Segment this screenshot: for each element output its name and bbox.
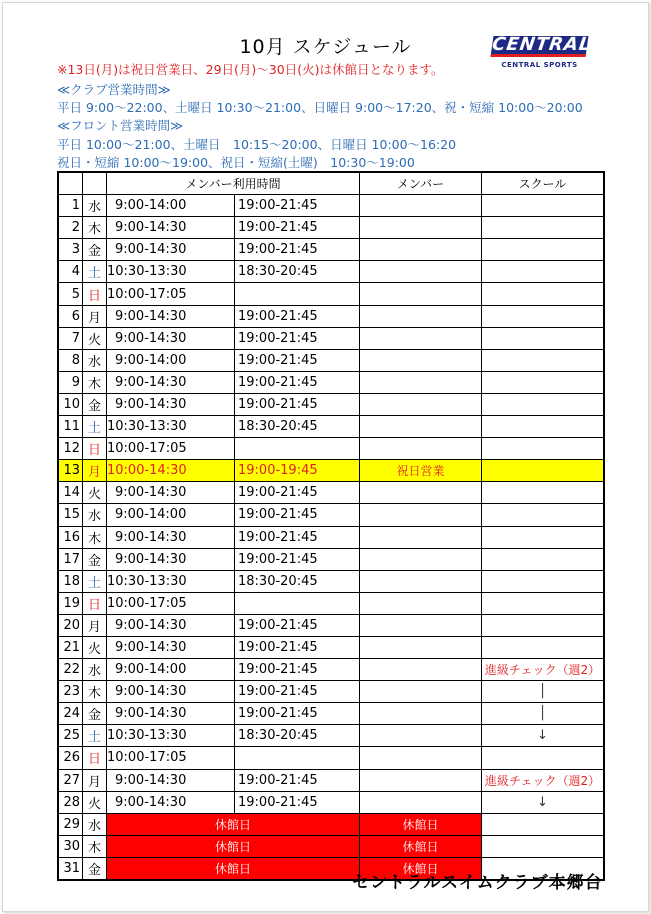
time-slot-1: 10:30-13:30 <box>107 261 235 283</box>
club-hours: 平日 9:00～22:00、土曜日 10:30～21:00、日曜日 9:00～17:20、祝・短縮 10:00～20:00 <box>57 100 583 115</box>
table-row <box>58 592 604 614</box>
school-cell <box>482 482 605 504</box>
notice-text: ※13日(月)は祝日営業日、29日(月)～30日(火)は休館日となります。 <box>57 62 444 77</box>
time-slot-1: 9:00-14:30 <box>107 393 235 415</box>
weekday-cell: 水 <box>83 349 107 371</box>
time-slot-2: 19:00-21:45 <box>235 548 360 570</box>
weekday-cell: 日 <box>83 438 107 460</box>
school-cell: │ <box>482 703 605 725</box>
day-cell: 5 <box>58 283 83 305</box>
header-day <box>58 172 83 195</box>
closed-label: 休館日 <box>107 835 360 857</box>
time-slot-1: 9:00-14:30 <box>107 482 235 504</box>
school-cell <box>482 548 605 570</box>
time-slot-1: 9:00-14:30 <box>107 791 235 813</box>
member-cell <box>360 195 482 217</box>
member-cell <box>360 747 482 769</box>
time-slot-2: 19:00-21:45 <box>235 791 360 813</box>
weekday-cell: 金 <box>83 393 107 415</box>
day-cell: 10 <box>58 393 83 415</box>
weekday-cell: 木 <box>83 371 107 393</box>
time-slot-1: 10:30-13:30 <box>107 570 235 592</box>
member-cell <box>360 725 482 747</box>
member-closed-label: 休館日 <box>360 857 482 880</box>
day-cell: 24 <box>58 703 83 725</box>
time-slot-1: 9:00-14:30 <box>107 371 235 393</box>
time-slot-2: 19:00-21:45 <box>235 504 360 526</box>
day-cell: 30 <box>58 835 83 857</box>
member-cell: 祝日営業 <box>360 460 482 482</box>
front-hours-line-2: 祝日・短縮 10:00～19:00、祝日・短縮(土曜) 10:30～19:00 <box>57 155 415 170</box>
weekday-cell: 木 <box>83 681 107 703</box>
schedule-table <box>57 171 605 881</box>
time-slot-1: 9:00-14:30 <box>107 614 235 636</box>
table-row <box>58 548 604 570</box>
school-cell <box>482 239 605 261</box>
member-cell <box>360 526 482 548</box>
day-cell: 27 <box>58 769 83 791</box>
member-cell <box>360 482 482 504</box>
time-slot-2: 19:00-21:45 <box>235 681 360 703</box>
member-cell <box>360 393 482 415</box>
member-cell <box>360 305 482 327</box>
member-cell <box>360 371 482 393</box>
member-cell <box>360 636 482 658</box>
member-closed-label: 休館日 <box>360 835 482 857</box>
member-cell <box>360 614 482 636</box>
table-row <box>58 327 604 349</box>
weekday-cell: 木 <box>83 526 107 548</box>
member-cell <box>360 239 482 261</box>
day-cell: 23 <box>58 681 83 703</box>
weekday-cell: 月 <box>83 460 107 482</box>
day-cell: 4 <box>58 261 83 283</box>
table-row <box>58 659 604 681</box>
table-row <box>58 261 604 283</box>
time-slot-2: 19:00-21:45 <box>235 482 360 504</box>
day-cell: 11 <box>58 416 83 438</box>
day-cell: 8 <box>58 349 83 371</box>
page-title: 10月 スケジュール <box>239 36 412 58</box>
member-cell <box>360 438 482 460</box>
time-slot-1: 10:30-13:30 <box>107 416 235 438</box>
weekday-cell: 水 <box>83 659 107 681</box>
weekday-cell: 金 <box>83 239 107 261</box>
day-cell: 2 <box>58 217 83 239</box>
time-slot-2 <box>235 283 360 305</box>
member-cell <box>360 769 482 791</box>
table-row <box>58 570 604 592</box>
school-cell <box>482 460 605 482</box>
school-cell <box>482 526 605 548</box>
closed-label: 休館日 <box>107 857 360 880</box>
weekday-cell: 火 <box>83 327 107 349</box>
time-slot-1: 9:00-14:30 <box>107 681 235 703</box>
central-logo <box>490 34 593 69</box>
weekday-cell: 土 <box>83 416 107 438</box>
table-row <box>58 195 604 217</box>
table-row <box>58 769 604 791</box>
member-cell <box>360 327 482 349</box>
logo-main-text: CENTRAL <box>490 34 593 55</box>
school-cell <box>482 813 605 835</box>
weekday-cell: 金 <box>83 857 107 880</box>
table-row-closed <box>58 813 604 835</box>
school-cell <box>482 305 605 327</box>
day-cell: 19 <box>58 592 83 614</box>
weekday-cell: 日 <box>83 747 107 769</box>
day-cell: 12 <box>58 438 83 460</box>
table-header-row <box>58 172 604 195</box>
member-cell <box>360 261 482 283</box>
header-member-time: メンバー利用時間 <box>107 172 360 195</box>
table-body <box>58 195 604 880</box>
logo-sub-text: CENTRAL SPORTS <box>501 61 578 69</box>
school-cell <box>482 636 605 658</box>
table-row <box>58 393 604 415</box>
time-slot-2: 19:00-21:45 <box>235 636 360 658</box>
header-member: メンバー <box>360 172 482 195</box>
table-row-closed <box>58 835 604 857</box>
front-hours-heading: ≪フロント営業時間≫ <box>57 118 184 133</box>
time-slot-1: 9:00-14:30 <box>107 703 235 725</box>
time-slot-1: 9:00-14:30 <box>107 217 235 239</box>
school-cell: ↓ <box>482 791 605 813</box>
time-slot-1: 9:00-14:00 <box>107 504 235 526</box>
table-row <box>58 305 604 327</box>
member-cell <box>360 283 482 305</box>
school-cell: 進級チェック（週2） <box>482 659 605 681</box>
day-cell: 18 <box>58 570 83 592</box>
time-slot-1: 9:00-14:30 <box>107 305 235 327</box>
table-row <box>58 482 604 504</box>
day-cell: 20 <box>58 614 83 636</box>
weekday-cell: 金 <box>83 703 107 725</box>
day-cell: 9 <box>58 371 83 393</box>
table-row <box>58 526 604 548</box>
member-cell <box>360 349 482 371</box>
school-cell <box>482 504 605 526</box>
table-row <box>58 791 604 813</box>
weekday-cell: 火 <box>83 791 107 813</box>
school-cell <box>482 747 605 769</box>
school-cell: ↓ <box>482 725 605 747</box>
time-slot-2: 19:00-21:45 <box>235 769 360 791</box>
school-cell <box>482 349 605 371</box>
weekday-cell: 火 <box>83 636 107 658</box>
time-slot-1: 9:00-14:30 <box>107 239 235 261</box>
day-cell: 17 <box>58 548 83 570</box>
weekday-cell: 木 <box>83 217 107 239</box>
weekday-cell: 水 <box>83 813 107 835</box>
weekday-cell: 日 <box>83 592 107 614</box>
school-cell <box>482 217 605 239</box>
table-row <box>58 747 604 769</box>
day-cell: 14 <box>58 482 83 504</box>
school-cell <box>482 614 605 636</box>
day-cell: 7 <box>58 327 83 349</box>
time-slot-1: 10:00-17:05 <box>107 592 235 614</box>
time-slot-2: 19:00-21:45 <box>235 526 360 548</box>
header-dow <box>83 172 107 195</box>
table-row <box>58 504 604 526</box>
time-slot-1: 10:00-14:30 <box>107 460 235 482</box>
time-slot-1: 10:00-17:05 <box>107 747 235 769</box>
school-cell <box>482 835 605 857</box>
day-cell: 6 <box>58 305 83 327</box>
table-row <box>58 636 604 658</box>
header-school: スクール <box>482 172 605 195</box>
day-cell: 21 <box>58 636 83 658</box>
front-hours-line-1: 平日 10:00～21:00、土曜日 10:15～20:00、日曜日 10:00～16:20 <box>57 137 457 152</box>
school-cell <box>482 327 605 349</box>
member-cell <box>360 504 482 526</box>
member-closed-label: 休館日 <box>360 813 482 835</box>
weekday-cell: 土 <box>83 261 107 283</box>
time-slot-2: 19:00-21:45 <box>235 349 360 371</box>
table-row <box>58 416 604 438</box>
weekday-cell: 水 <box>83 504 107 526</box>
time-slot-2: 19:00-21:45 <box>235 239 360 261</box>
day-cell: 25 <box>58 725 83 747</box>
day-cell: 22 <box>58 659 83 681</box>
time-slot-1: 10:00-17:05 <box>107 283 235 305</box>
time-slot-2: 19:00-21:45 <box>235 703 360 725</box>
day-cell: 29 <box>58 813 83 835</box>
weekday-cell: 土 <box>83 570 107 592</box>
footer-club-name: セントラルスイムクラブ本郷台 <box>352 873 603 893</box>
school-cell: │ <box>482 681 605 703</box>
time-slot-2: 19:00-19:45 <box>235 460 360 482</box>
day-cell: 13 <box>58 460 83 482</box>
school-cell <box>482 393 605 415</box>
school-cell <box>482 371 605 393</box>
school-cell <box>482 261 605 283</box>
time-slot-2: 19:00-21:45 <box>235 327 360 349</box>
day-cell: 1 <box>58 195 83 217</box>
school-cell <box>482 283 605 305</box>
weekday-cell: 月 <box>83 614 107 636</box>
day-cell: 31 <box>58 857 83 880</box>
time-slot-2: 19:00-21:45 <box>235 217 360 239</box>
time-slot-1: 9:00-14:30 <box>107 327 235 349</box>
weekday-cell: 金 <box>83 548 107 570</box>
weekday-cell: 水 <box>83 195 107 217</box>
time-slot-2 <box>235 747 360 769</box>
member-cell <box>360 791 482 813</box>
school-cell <box>482 570 605 592</box>
time-slot-1: 10:30-13:30 <box>107 725 235 747</box>
table-row <box>58 460 604 482</box>
time-slot-1: 9:00-14:30 <box>107 636 235 658</box>
time-slot-2: 19:00-21:45 <box>235 371 360 393</box>
time-slot-2: 18:30-20:45 <box>235 416 360 438</box>
time-slot-2: 19:00-21:45 <box>235 659 360 681</box>
table-row <box>58 217 604 239</box>
time-slot-1: 9:00-14:00 <box>107 659 235 681</box>
school-cell <box>482 592 605 614</box>
school-cell <box>482 438 605 460</box>
time-slot-1: 10:00-17:05 <box>107 438 235 460</box>
table-row <box>58 371 604 393</box>
time-slot-2: 19:00-21:45 <box>235 195 360 217</box>
time-slot-2: 19:00-21:45 <box>235 614 360 636</box>
time-slot-2 <box>235 592 360 614</box>
table-row <box>58 438 604 460</box>
member-cell <box>360 681 482 703</box>
table-row <box>58 681 604 703</box>
time-slot-2: 19:00-21:45 <box>235 305 360 327</box>
member-cell <box>360 570 482 592</box>
table-row <box>58 725 604 747</box>
time-slot-1: 9:00-14:30 <box>107 526 235 548</box>
day-cell: 26 <box>58 747 83 769</box>
member-cell <box>360 416 482 438</box>
table-row <box>58 703 604 725</box>
time-slot-2: 18:30-20:45 <box>235 261 360 283</box>
school-cell: 進級チェック（週2） <box>482 769 605 791</box>
club-hours-heading: ≪クラブ営業時間≫ <box>57 82 171 97</box>
time-slot-2: 18:30-20:45 <box>235 725 360 747</box>
table-row <box>58 283 604 305</box>
day-cell: 16 <box>58 526 83 548</box>
closed-label: 休館日 <box>107 813 360 835</box>
weekday-cell: 土 <box>83 725 107 747</box>
time-slot-1: 9:00-14:30 <box>107 769 235 791</box>
time-slot-1: 9:00-14:00 <box>107 349 235 371</box>
table-row <box>58 614 604 636</box>
time-slot-2: 19:00-21:45 <box>235 393 360 415</box>
weekday-cell: 日 <box>83 283 107 305</box>
time-slot-1: 9:00-14:30 <box>107 548 235 570</box>
time-slot-2: 18:30-20:45 <box>235 570 360 592</box>
member-cell <box>360 592 482 614</box>
table-row <box>58 349 604 371</box>
member-cell <box>360 659 482 681</box>
day-cell: 28 <box>58 791 83 813</box>
table-row <box>58 239 604 261</box>
member-cell <box>360 703 482 725</box>
weekday-cell: 月 <box>83 305 107 327</box>
school-cell <box>482 195 605 217</box>
time-slot-2 <box>235 438 360 460</box>
member-cell <box>360 217 482 239</box>
day-cell: 3 <box>58 239 83 261</box>
day-cell: 15 <box>58 504 83 526</box>
member-cell <box>360 548 482 570</box>
school-cell <box>482 416 605 438</box>
time-slot-1: 9:00-14:00 <box>107 195 235 217</box>
weekday-cell: 火 <box>83 482 107 504</box>
weekday-cell: 月 <box>83 769 107 791</box>
weekday-cell: 木 <box>83 835 107 857</box>
